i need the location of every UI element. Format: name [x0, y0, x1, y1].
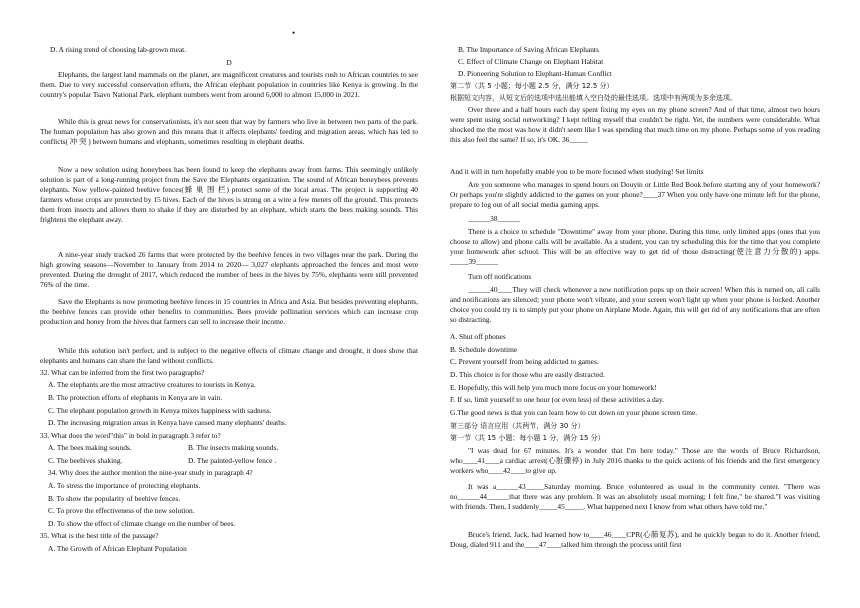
left-text-18: 34. Why does the author mention the nine-year study in paragraph 4?: [48, 468, 253, 477]
left-text-1: D: [226, 58, 232, 67]
left-text-12: D. The increasing migration areas in Kenya have caused many elephants' deaths.: [48, 418, 287, 427]
right-text-8: ______38______: [468, 214, 520, 223]
right-text-0: B. The Importance of Saving African Elephants: [458, 45, 599, 54]
left-text-6: Save the Elephants is now promoting beehive fences in 15 countries in Africa and Asia. But besides preventing elephants, the beehive fences can provide other benefits to communities. Bees provide pollination services which can increase crop production and honey from the hives that farmers can sell to increase their income.: [40, 297, 419, 326]
right-text-6: And it will in turn hopefully enable you to be more focused when studying! Set limits: [450, 167, 704, 176]
right-text-2: D. Pioneering Solution to Elephant-Human Conflict: [458, 69, 612, 78]
right-text-20: 第一节（共 15 小题；每小题 1 分，满分 15 分）: [450, 434, 605, 442]
left-text-13: 33. What does the word"this" in bold in paragraph 3 refer to?: [40, 431, 221, 440]
right-text-3: 第二节（共 5 小题；每小题 2.5 分，满分 12.5 分）: [450, 82, 614, 90]
left-text-22: D. To show the effect of climate change on the number of bees.: [48, 519, 236, 528]
right-text-14: C. Prevent yourself from being addicted to games.: [450, 357, 599, 366]
right-text-1: C. Effect of Climate Change on Elephant Habitat: [458, 57, 604, 66]
left-text-0: D. A rising trend of choosing lab-grown meat.: [50, 45, 187, 54]
right-text-4: 根据短文内容，从短文后的选项中选出能填入空白处的最佳选项。选项中有两项为多余选项。: [450, 94, 737, 102]
right-text-19: 第三部分 语言应用（共两节，满分 30 分）: [450, 422, 585, 430]
left-text-7: While this solution isn't perfect, and is subject to the negative effects of climate change and drought, it does show that elephants and humans can share the land without conflicts.: [40, 346, 418, 365]
left-text-9: A. The elephants are the most attractive creatures to tourists in Kenya.: [48, 380, 256, 389]
left-text-4: Now a new solution using honeybees has been found to keep the elephants away from farms. This seemingly unlikely solution is part of a long-running project from the Save the Elephants organization. The sound of African honeybees prevents elephants. Now yellow-painted beehive fences(蜂 巢 围 栏) protect some of the local areas. The project is supporting 40 farmers whose crops are protected by 15 hives. Each of the hives is strung on a wire a few meters off the ground. This protects them from insects and allows them to shake if they are disturbed by an elephant, which starts the bees making sounds. This frightens the elephant away.: [40, 165, 418, 224]
left-text-19: A. To stress the importance of protecting elephants.: [48, 481, 201, 490]
left-text-10: B. The protection efforts of elephants in Kenya are in vain.: [48, 393, 223, 402]
right-text-18: G.The good news is that you can learn how to cut down on your phone screen time.: [450, 408, 698, 417]
left-text-2: Elephants, the largest land mammals on the planet, are magnificent creatures and tourists rush to African countries to see them. Due to very successful conservation efforts, the African elephant population in countries like Kenya is growing. In the country's popular Tsavo National Park, elephant numbers went from around 6,000 to almost 15,000 in 2021.: [40, 70, 418, 99]
left-text-20: B. To show the popularity of beehive fences.: [48, 494, 181, 503]
right-text-7: Are you someone who manages to spend hours on Douyin or Little Red Book before starting any of your homework? Or perhaps you're slightly addicted to the games on your phone?____37 When you only have one minute left for the phone, prepare to log out of all social media gaming apps.: [450, 180, 820, 209]
right-text-5: Over three and a half hours each day spent fixing my eyes on my phone screen? And of that time, almost two hours were spent using social networking? I kept telling myself that couldn't be right. Yet, the numbers were considerable. What shocked me the most was how it didn't seem like I was spending that much time on my phone. Perhaps some of you reading this also feel the same? If so, it's OK. 36_____: [450, 105, 820, 144]
left-text-5: A nine-year study tracked 26 farms that were protected by the beehive fences in two villages near the park. During the high growing seasons—November to January from 2014 to 2020— 3,027 elephants approached the fences and most were prevented. During the drought of 2017, which reduced the number of bees in the hives by 75%, elephants were still prevented 76% of the time.: [40, 250, 418, 289]
left-text-17: D. The painted-yellow fence .: [188, 456, 277, 465]
right-text-11: ______40____They will check whenever a new notification pops up on their screen! When this is turned on, all calls and notifications are silenced; your phone won't vibrate, and your screen won't light up when your phone is locked. Another choice you could try is to simply put your phone on Airplane Mode. Again, this will get rid of any notifications that are often so distracting.: [450, 285, 820, 324]
right-text-12: A. Shut off phones: [450, 332, 506, 341]
right-text-10: Turn off notifications: [468, 272, 532, 281]
right-text-16: E. Hopefully, this will help you much more focus on your homework!: [450, 383, 657, 392]
right-text-23: Bruce's friend, Jack, had learned how to____46____CPR(心肺复苏), and he quickly began to do it. Another friend, Doug, dialed 911 and the____47____talked him through the process until first: [450, 530, 820, 549]
left-text-8: 32. What can be inferred from the first two paragraphs?: [40, 368, 205, 377]
right-text-13: B. Schedule downtime: [450, 345, 518, 354]
header-dot: •: [292, 28, 296, 38]
left-text-24: A. The Growth of African Elephant Population: [48, 544, 187, 553]
right-text-17: F. If so, limit yourself to one hour (or even less) of these activities a day.: [450, 395, 665, 404]
left-text-16: C. The beehives shaking.: [48, 456, 123, 465]
right-text-9: There is a choice to schedule "Downtime" away from your phone. During this time, only limited apps (ones that you choose to allow) and phone calls will be available. As a student, you can try scheduling this for the time that you complete your homework after school. This will be an effective way to get rid of those distracting(使注意力分散的) apps. _____39______: [450, 227, 820, 266]
right-text-15: D. This choice is for those who are easily distracted.: [450, 370, 605, 379]
left-text-21: C. To prove the effectiveness of the new solution.: [48, 506, 195, 515]
right-text-21: "I was dead for 67 minutes. It's a wonder that I'm here today." Those are the words of Bruce Richardson, who____41____a cardiac arrest(心脏骤停) in July 2016 thanks to the quick actions of his friends and the first emergency workers who____42____to give up.: [450, 446, 820, 475]
left-text-23: 35. What is the best title of the passage?: [40, 531, 159, 540]
left-text-3: While this is great news for conservationists, it's not seen that way by farmers who live in between two parts of the park. The human population has also grown and this means that it affects elephants' feeding and migration areas, which has led to conflicts( 冲 突 ) between humans and elephants, sometimes resulting in elephant deaths.: [40, 117, 418, 146]
left-text-14: A. The bees making sounds.: [48, 443, 132, 452]
left-text-11: C. The elephant population growth in Kenya mixes happiness with sadness.: [48, 406, 272, 415]
right-text-22: It was a______43_____Saturday morning. Bruce volunteered as usual in the community center. "There was no______44______that there was any problem. It was an absolutely usual morning; I felt fine," he shared."I was visiting with friends. Then, I suddenly_____45_____. What happened next I know from what others have told me.": [450, 482, 820, 511]
left-text-15: B. The insects making sounds.: [188, 443, 279, 452]
